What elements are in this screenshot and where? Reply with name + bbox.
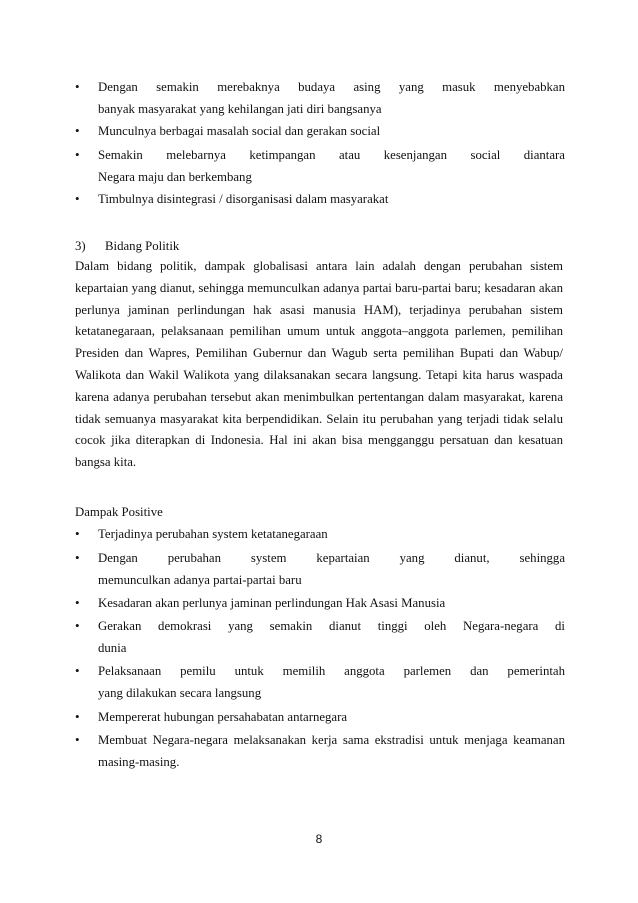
bullet-icon: • <box>75 79 80 94</box>
page-number: 8 <box>315 832 323 846</box>
bullet-icon: • <box>75 147 80 162</box>
section-number: 3) <box>75 239 86 253</box>
bullet-icon: • <box>75 550 80 565</box>
list-item <box>75 523 565 545</box>
list-item-line: masing-masing. <box>98 755 180 769</box>
section-title: Bidang Politik <box>105 239 180 253</box>
bullet-icon: • <box>75 663 80 678</box>
list-item <box>75 615 565 659</box>
list-item-line: Munculnya berbagai masalah social dan gerakan social <box>98 124 381 138</box>
list-item-line: Gerakan demokrasi yang semakin dianut tinggi oleh Negara-negara di <box>98 619 565 633</box>
list-item-line: memunculkan adanya partai-partai baru <box>98 573 302 587</box>
list-item <box>75 729 565 773</box>
list-item <box>75 188 565 210</box>
bullet-icon: • <box>75 526 80 541</box>
list-item <box>75 592 565 614</box>
list-item-line: banyak masyarakat yang kehilangan jati diri bangsanya <box>98 102 382 116</box>
list-item-line: Terjadinya perubahan system ketatanegaraan <box>98 527 328 541</box>
body-paragraph: Dalam bidang politik, dampak globalisasi antara lain adalah dengan perubahan sistem kepartaian yang dianut, sehingga memunculkan adanya partai baru-partai baru; kesadaran akan perlunya jaminan perlindungan hak asasi manusia HAM), terjadinya perubahan sistem ketatanegaraan, pelaksanaan pemilihan umum untuk anggota–anggota parlemen, pemilihan Presiden dan Wapres, Pemilihan Gubernur dan Wagub serta pemilihan Bupati dan Wabup/ Walikota dan Wakil Walikota yang dilaksanakan secara langsung. Tetapi kita harus waspada karena adanya perubahan tersebut akan menimbulkan pertentangan dalam masyarakat, karena tidak semuanya masyarakat kita berpendidikan. Selain itu perubahan yang terjadi tidak selalu cocok jika diterapkan di Indonesia. Hal ini akan bisa mengganggu persatuan dan kesatuan bangsa kita. <box>75 259 563 470</box>
list-item <box>75 547 565 591</box>
bullet-icon: • <box>75 191 80 206</box>
list-item-line: Membuat Negara-negara melaksanakan kerja sama ekstradisi untuk menjaga keamanan <box>98 733 565 747</box>
section-heading <box>75 235 179 257</box>
list-item <box>75 120 565 142</box>
list-item-line: Dengan perubahan system kepartaian yang dianut, sehingga <box>98 551 565 565</box>
list-item <box>75 144 565 188</box>
subheading: Dampak Positive <box>75 505 163 519</box>
list-item <box>75 660 565 704</box>
bullet-icon: • <box>75 732 80 747</box>
list-item-line: Semakin melebarnya ketimpangan atau kesenjangan social diantara <box>98 148 565 162</box>
list-item-line: Timbulnya disintegrasi / disorganisasi dalam masyarakat <box>98 192 389 206</box>
bullet-icon: • <box>75 123 80 138</box>
list-item <box>75 76 565 120</box>
list-item <box>75 706 565 728</box>
list-item-line: Negara maju dan berkembang <box>98 170 252 184</box>
list-item-line: dunia <box>98 641 127 655</box>
bullet-icon: • <box>75 595 80 610</box>
list-item-line: Dengan semakin merebaknya budaya asing yang masuk menyebabkan <box>98 80 565 94</box>
list-item-line: Pelaksanaan pemilu untuk memilih anggota parlemen dan pemerintah <box>98 664 565 678</box>
bullet-icon: • <box>75 618 80 633</box>
list-item-line: Mempererat hubungan persahabatan antarnegara <box>98 710 348 724</box>
list-item-line: Kesadaran akan perlunya jaminan perlindungan Hak Asasi Manusia <box>98 596 446 610</box>
list-item-line: yang dilakukan secara langsung <box>98 686 262 700</box>
bullet-icon: • <box>75 709 80 724</box>
